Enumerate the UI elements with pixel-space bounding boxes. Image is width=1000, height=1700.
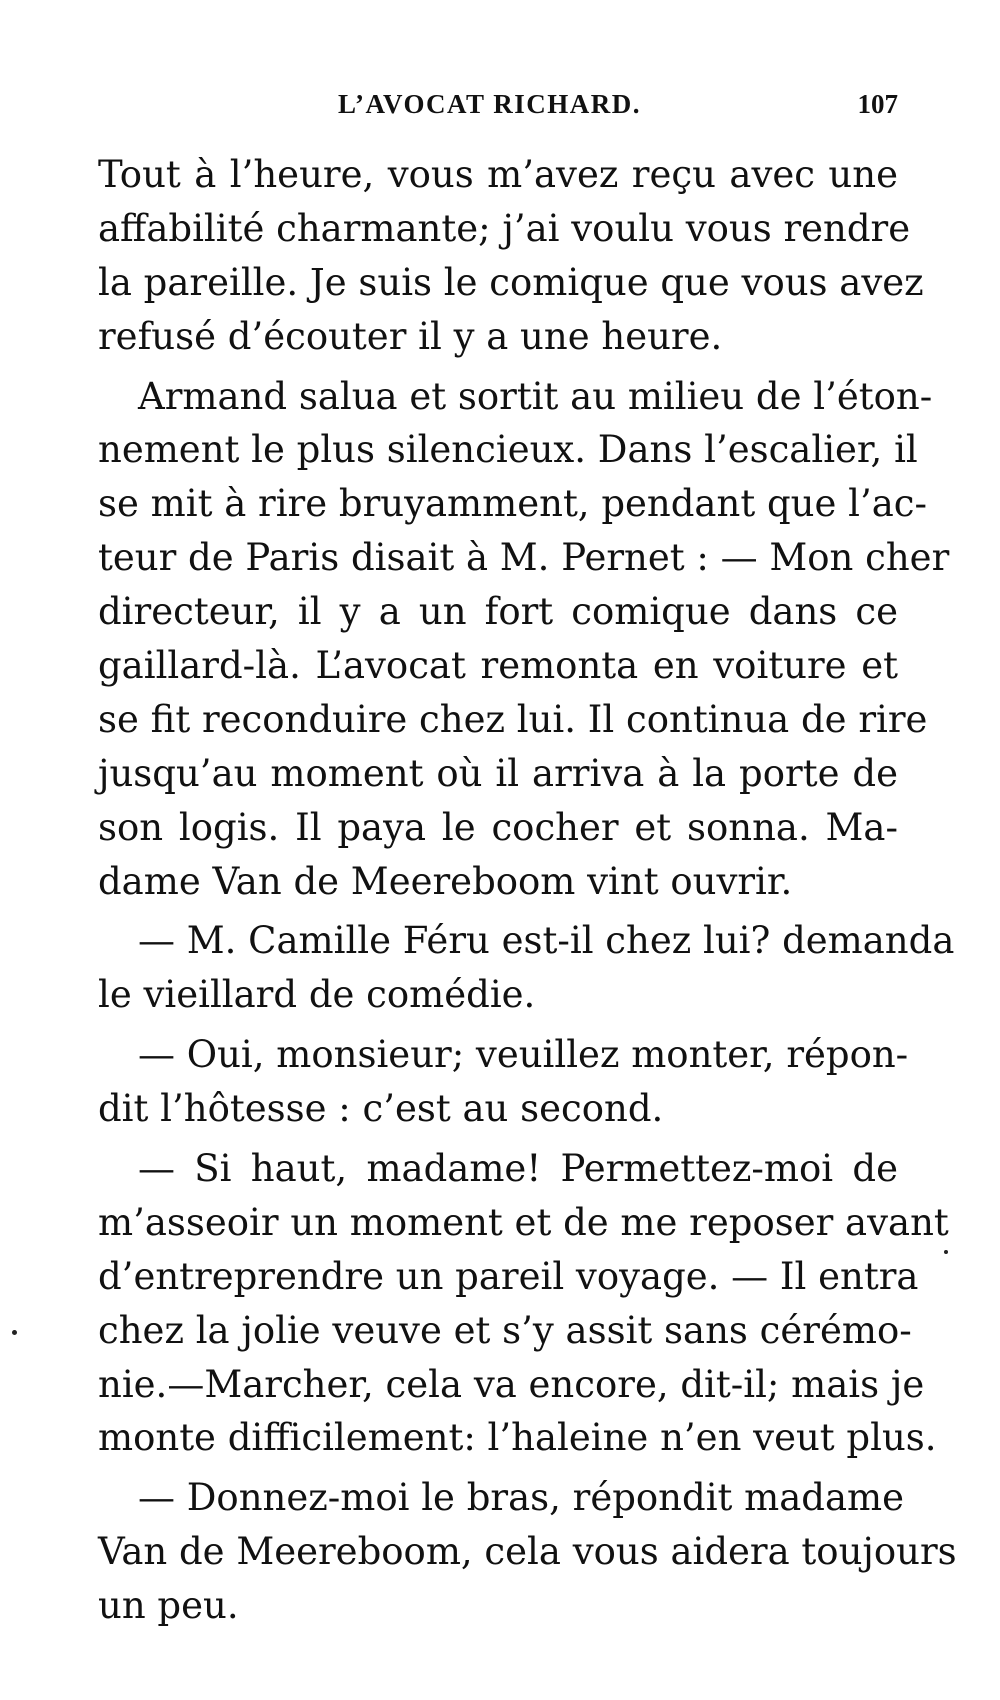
ink-speck: [12, 1330, 17, 1335]
text-line: chez la jolie veuve et s’y assit sans cérémo-: [98, 1308, 912, 1352]
text-line: monte difficilement: l’haleine n’en veut plus.: [98, 1416, 937, 1460]
text-line: nie.—Marcher, cela va encore, dit-il; mais je: [98, 1362, 925, 1406]
text-line: jusqu’au moment où il arriva à la porte de: [98, 751, 898, 795]
text-line: Armand salua et sortit au milieu de l’éton-: [138, 374, 933, 418]
text-line: la pareille. Je suis le comique que vous avez: [98, 260, 924, 304]
text-line: dit l’hôtesse : c’est au second.: [98, 1087, 664, 1131]
text-line: Tout à l’heure, vous m’avez reçu avec une: [98, 153, 898, 196]
text-line: affabilité charmante; j’ai voulu vous rendre: [98, 206, 911, 250]
text-line: son logis. Il paya le cocher et sonna. Ma-: [98, 805, 898, 849]
text-line: nement le plus silencieux. Dans l’escalier, il: [98, 428, 918, 472]
text-line: — Oui, monsieur; veuillez monter, répon-: [138, 1033, 909, 1077]
text-line: directeur, il y a un fort comique dans ce: [98, 590, 898, 634]
page-number: 107: [857, 89, 898, 119]
text-line: — Donnez-moi le bras, répondit madame: [138, 1476, 905, 1520]
text-line: teur de Paris disait à M. Pernet : — Mon cher: [98, 536, 950, 580]
ink-speck: [944, 1250, 948, 1254]
body-text: [98, 148, 957, 1633]
text-line: se fit reconduire chez lui. Il continua de rire: [98, 697, 928, 741]
text-line: m’asseoir un moment et de me reposer avant: [98, 1200, 949, 1244]
text-line: — M. Camille Féru est-il chez lui? demanda: [138, 919, 955, 963]
text-line: — Si haut, madame! Permettez-moi de: [138, 1147, 898, 1191]
text-line: le vieillard de comédie.: [98, 973, 536, 1017]
text-line: dame Van de Meereboom vint ouvrir.: [98, 859, 793, 903]
text-line: se mit à rire bruyamment, pendant que l’ac-: [98, 482, 927, 526]
running-title: L’AVOCAT RICHARD.: [338, 89, 642, 119]
text-line: refusé d’écouter il y a une heure.: [98, 314, 723, 358]
running-header: [98, 84, 898, 124]
text-line: Van de Meereboom, cela vous aidera toujours: [98, 1530, 957, 1574]
text-line: un peu.: [98, 1584, 239, 1628]
text-line: gaillard-là. L’avocat remonta en voiture et: [98, 644, 898, 688]
text-line: d’entreprendre un pareil voyage. — Il entra: [98, 1254, 919, 1298]
